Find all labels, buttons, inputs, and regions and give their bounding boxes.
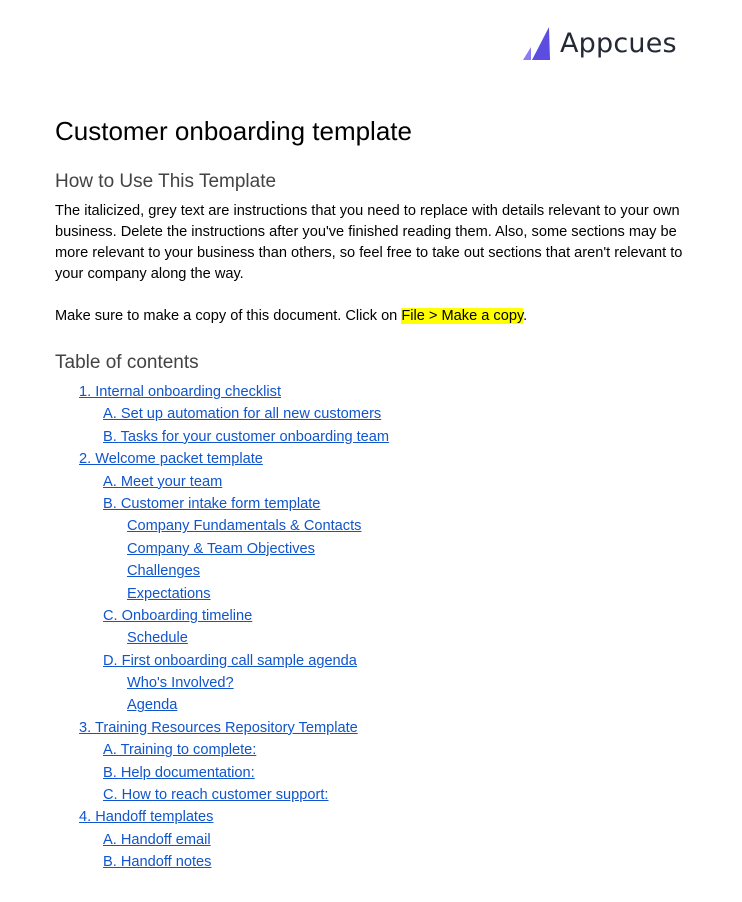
toc-item [55,493,389,515]
toc-link[interactable]: A. Handoff email [103,831,211,848]
toc-item [55,471,389,493]
toc-link[interactable]: Schedule [127,630,188,647]
table-of-contents [55,381,389,874]
toc-link[interactable]: B. Tasks for your customer onboarding team [103,428,390,445]
toc-item [55,560,389,582]
toc-item [55,829,389,851]
copy-instruction [55,306,687,327]
how-to-heading: How to Use This Template [55,171,277,192]
toc-link[interactable]: A. Set up automation for all new customers [103,406,382,423]
toc-heading: Table of contents [55,352,199,373]
toc-link[interactable]: Company & Team Objectives [127,540,315,557]
toc-link[interactable]: A. Training to complete: [103,742,257,759]
copy-instruction-prefix: Make sure to make a copy of this document. Click on [55,308,402,324]
toc-item [55,851,389,873]
how-to-paragraph: The italicized, grey text are instructions that you need to replace with details relevant to your own business. Delete the instructions after you've finished reading them. Also, some sections may be more relevant to your business than others, so feel free to take out sections that aren't relevant to your company along the way. [55,203,683,282]
toc-item [55,717,389,739]
appcues-logo-icon [523,27,551,61]
toc-link[interactable]: Challenges [127,563,201,580]
copy-highlight: File > Make a copy [401,308,524,324]
toc-link[interactable]: B. Help documentation: [103,764,255,781]
toc-link[interactable]: Expectations [127,585,211,602]
toc-link[interactable]: C. Onboarding timeline [103,607,253,624]
toc-item [55,605,389,627]
toc-item [55,762,389,784]
toc-item [55,806,389,828]
toc-link[interactable]: B. Handoff notes [103,854,212,871]
toc-item [55,650,389,672]
toc-item [55,784,389,806]
copy-instruction-suffix: . [523,308,528,324]
toc-item [55,381,389,403]
toc-item [55,672,389,694]
toc-link[interactable]: Who's Involved? [127,675,234,692]
toc-link[interactable]: 1. Internal onboarding checklist [79,384,282,400]
toc-link[interactable]: 4. Handoff templates [79,809,214,826]
toc-link[interactable]: 3. Training Resources Repository Template [79,719,358,736]
toc-link[interactable]: Agenda [127,697,178,714]
toc-item [55,403,389,425]
appcues-logo [523,26,677,62]
toc-item [55,448,389,470]
toc-item [55,739,389,761]
toc-item [55,515,389,537]
toc-link[interactable]: A. Meet your team [103,473,223,490]
page-title: Customer onboarding template [55,116,412,146]
toc-link[interactable]: Company Fundamentals & Contacts [127,518,362,535]
toc-item [55,627,389,649]
toc-item [55,426,389,448]
appcues-logo-text: Appcues [560,28,677,59]
toc-item [55,694,389,716]
toc-link[interactable]: B. Customer intake form template [103,495,321,512]
toc-link[interactable]: 2. Welcome packet template [79,451,263,468]
toc-link[interactable]: C. How to reach customer support: [103,787,329,804]
toc-item [55,538,389,560]
toc-item [55,583,389,605]
toc-link[interactable]: D. First onboarding call sample agenda [103,652,357,669]
